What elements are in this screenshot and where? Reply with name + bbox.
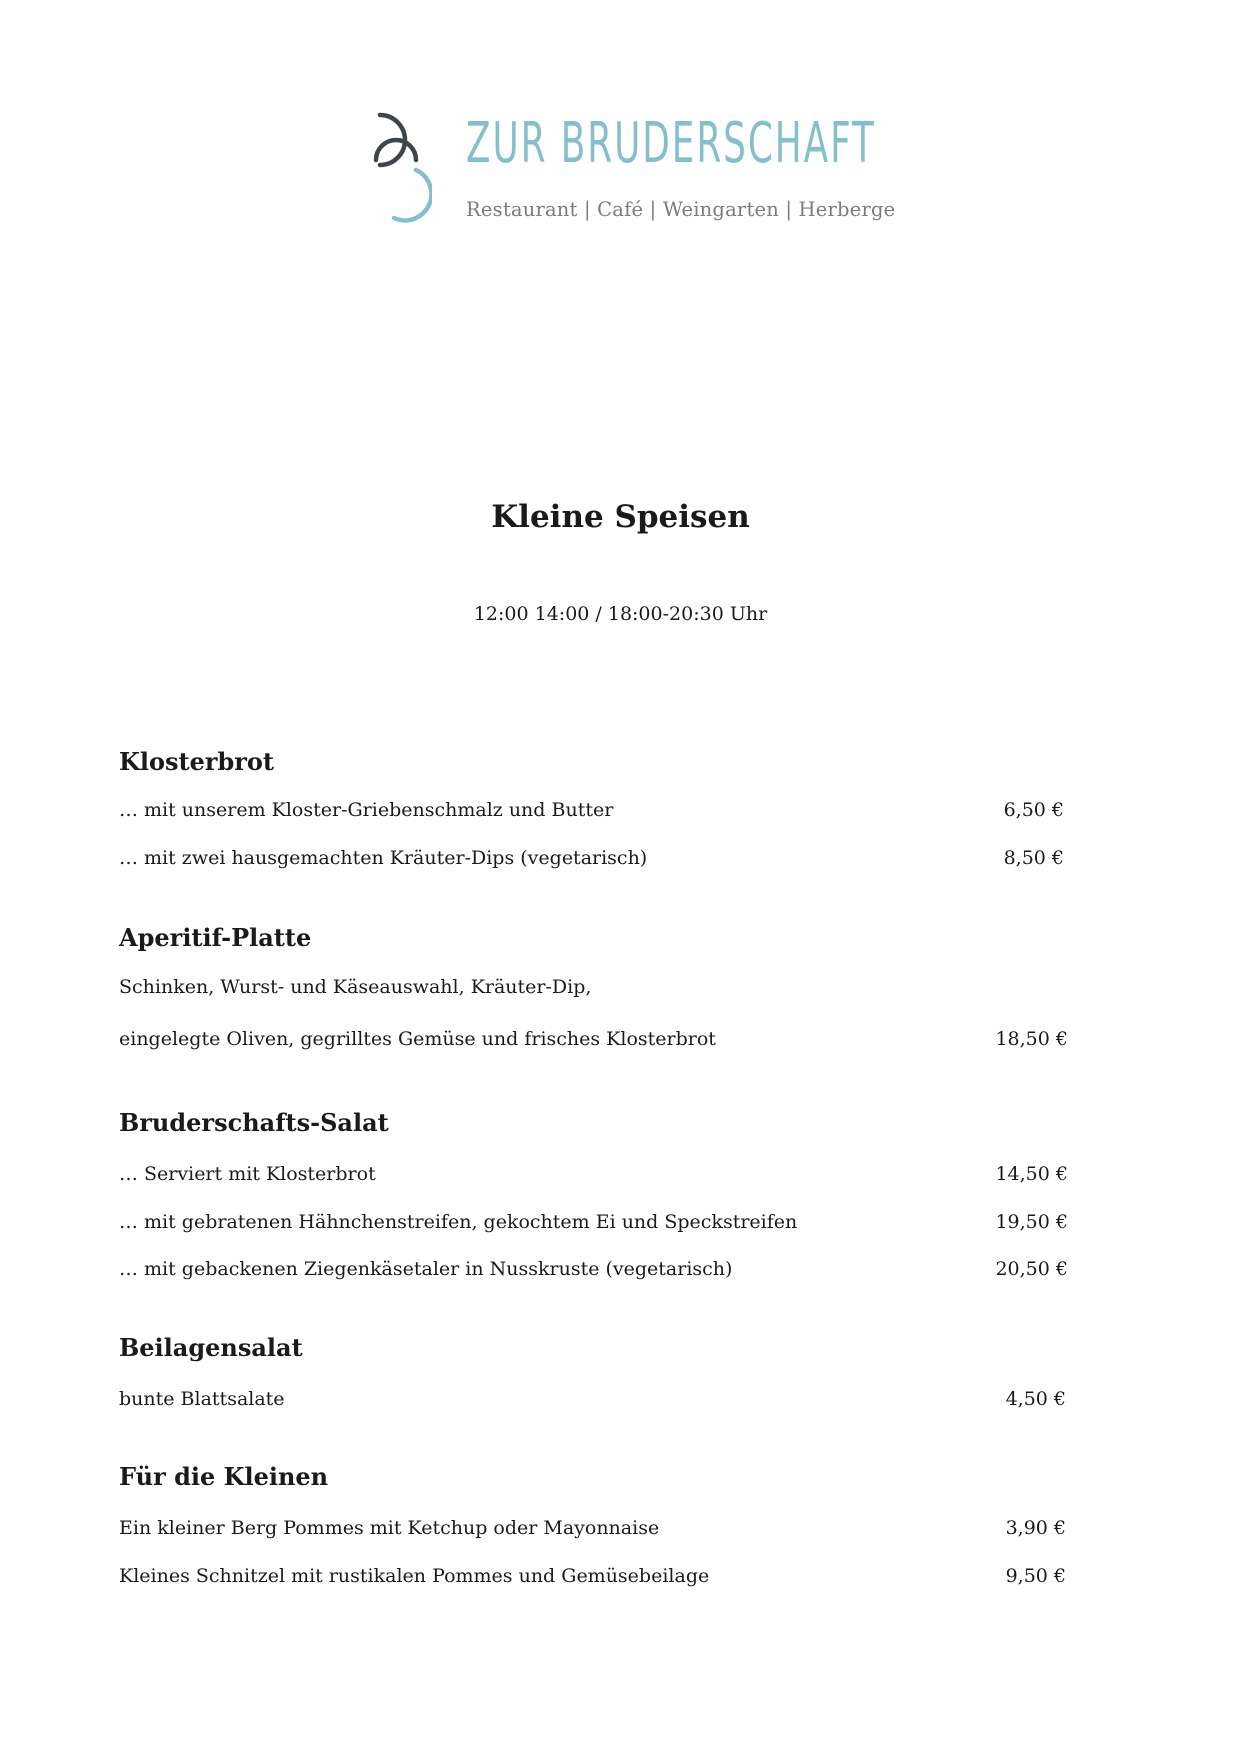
section-title: Bruderschafts-Salat (119, 1108, 389, 1137)
section-title: Für die Kleinen (119, 1462, 329, 1491)
menu-item-price: 9,50 € (1005, 1565, 1066, 1587)
menu-item-description: … mit gebackenen Ziegenkäsetaler in Nusskruste (vegetarisch) (119, 1258, 733, 1280)
section-title: Klosterbrot (119, 747, 275, 776)
menu-item-description: bunte Blattsalate (119, 1388, 285, 1410)
menu-item-price: 6,50 € (1003, 799, 1064, 821)
menu-item-price: 8,50 € (1003, 847, 1064, 869)
menu-item-price: 20,50 € (995, 1258, 1068, 1280)
menu-item-price: 4,50 € (1005, 1388, 1066, 1410)
menu-item-price: 14,50 € (995, 1163, 1068, 1185)
logo-mark-icon (372, 110, 432, 225)
menu-item-description: … mit unserem Kloster-Griebenschmalz und Butter (119, 799, 614, 821)
logo-tagline: Restaurant | Café | Weingarten | Herberge (466, 198, 896, 221)
menu-item-description: … mit gebratenen Hähnchenstreifen, gekochtem Ei und Speckstreifen (119, 1211, 798, 1233)
menu-item-description: Kleines Schnitzel mit rustikalen Pommes und Gemüsebeilage (119, 1565, 710, 1587)
page-title: Kleine Speisen (491, 499, 750, 535)
menu-item-description: Schinken, Wurst- und Käseauswahl, Kräuter-Dip, (119, 976, 592, 998)
opening-hours: 12:00 14:00 / 18:00-20:30 Uhr (473, 603, 768, 625)
menu-item-price: 3,90 € (1005, 1517, 1066, 1539)
menu-item-price: 19,50 € (995, 1211, 1068, 1233)
menu-item-description: … Serviert mit Klosterbrot (119, 1163, 376, 1185)
menu-item-description: eingelegte Oliven, gegrilltes Gemüse und frisches Klosterbrot (119, 1028, 716, 1050)
logo (372, 110, 896, 225)
menu-item-price: 18,50 € (995, 1028, 1068, 1050)
menu-item-description: … mit zwei hausgemachten Kräuter-Dips (vegetarisch) (119, 847, 648, 869)
section-title: Aperitif-Platte (119, 923, 312, 952)
logo-name: ZUR BRUDERSCHAFT (466, 111, 876, 176)
menu-item-description: Ein kleiner Berg Pommes mit Ketchup oder Mayonnaise (119, 1517, 660, 1539)
section-title: Beilagensalat (119, 1333, 303, 1362)
